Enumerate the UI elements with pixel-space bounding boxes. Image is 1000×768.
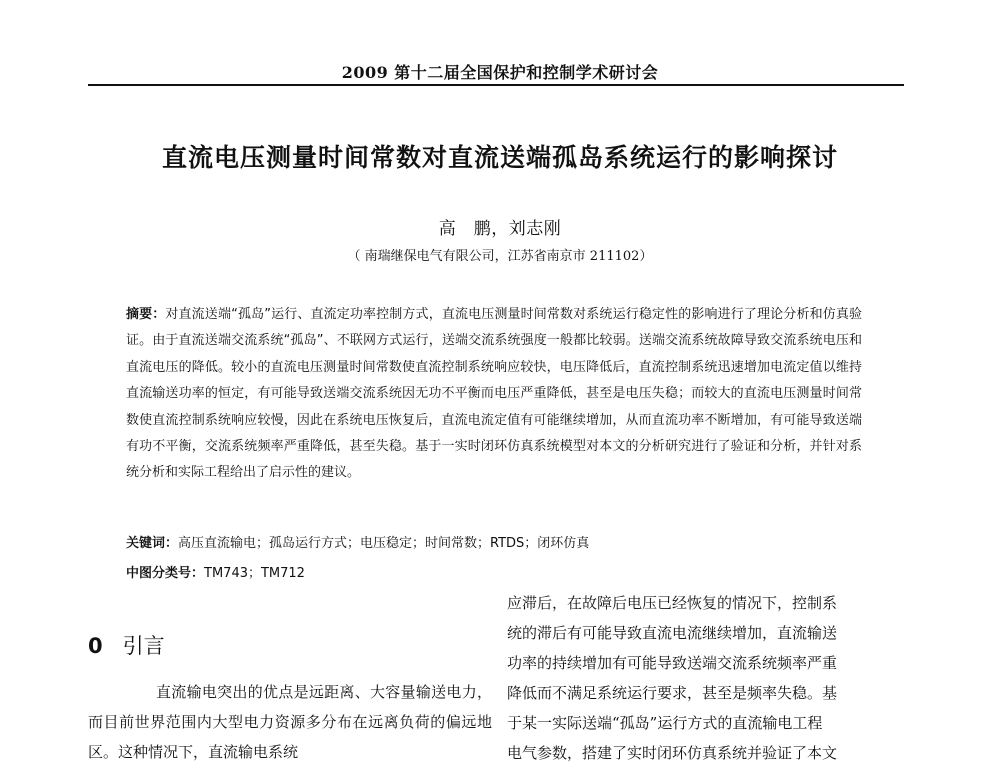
classification-label: 中图分类号： (126, 566, 205, 581)
classification-text: TM743；TM712 (204, 566, 305, 581)
paper-title: 直流电压测量时间常数对直流送端孤岛系统运行的影响探讨 (161, 143, 838, 172)
body-line: 统的滞后有可能导致直流电流继续增加，直流输送 (507, 624, 838, 642)
section-number: 0 (88, 634, 103, 658)
classification-number (126, 562, 862, 581)
abstract (126, 302, 862, 487)
body-line: 功率的持续增加有可能导致送端交流系统频率严重 (507, 654, 838, 672)
body-left-column (88, 677, 492, 767)
section-title: 引言 (122, 634, 165, 658)
body-line: 应滞后，在故障后电压已经恢复的情况下，控制系 (507, 594, 838, 612)
abstract-text: 对直流送端“孤岛”运行、直流定功率控制方式，直流电压测量时间常数对系统运行稳定性的影响进行了理论分析和仿真验证。由于直流送端交流系统“孤岛”、不联网方式运行，送端交流系统强度一般都比较弱。送端交流系统故障导致交流系统电压和直流电压的降低。较小的直流电压测量时间常数使直流控制系统响应较快，电压降低后，直流控制系统迅速增加电流定值以维持直流输送功率的恒定，有可能导致送端交流系统因无功不平衡而电压严重降低，甚至是电压失稳；而较大的直流电压测量时间常数使直流控制系统响应较慢，因此在系统电压恢复后，直流电流定值有可能继续增加，从而直流功率不断增加，有可能导致送端有功不平衡，交流系统频率严重降低，甚至失稳。基于一实时闭环仿真系统模型对本文的分析研究进行了验证和分析，并针对系统分析和实际工程给出了启示性的建议。 (126, 307, 862, 481)
abstract-label: 摘要： (126, 307, 166, 322)
body-paragraph: 直流输电突出的优点是远距离、大容量输送电力，而目前世界范围内大型电力资源多分布在远离负荷的偏远地区。这种情况下，直流输电系统 (88, 683, 492, 761)
body-line: 电气参数，搭建了实时闭环仿真系统并验证了本文 (507, 744, 838, 762)
affiliation: （ 南瑞继保电气有限公司，江苏省南京市 211102） (347, 249, 653, 264)
header-rule (88, 84, 904, 86)
keywords-text: 高压直流输电；孤岛运行方式；电压稳定；时间常数；RTDS；闭环仿真 (178, 536, 590, 551)
body-right-column (507, 588, 905, 768)
section-heading (88, 630, 165, 660)
keywords-label: 关键词： (126, 536, 179, 551)
conference-header: 2009 第十二届全国保护和控制学术研讨会 (341, 63, 659, 82)
body-line: 于某一实际送端“孤岛”运行方式的直流输电工程 (507, 714, 823, 732)
keywords (126, 532, 862, 551)
authors: 高 鹏，刘志刚 (438, 219, 562, 239)
body-line: 降低而不满足系统运行要求，甚至是频率失稳。基 (507, 684, 838, 702)
